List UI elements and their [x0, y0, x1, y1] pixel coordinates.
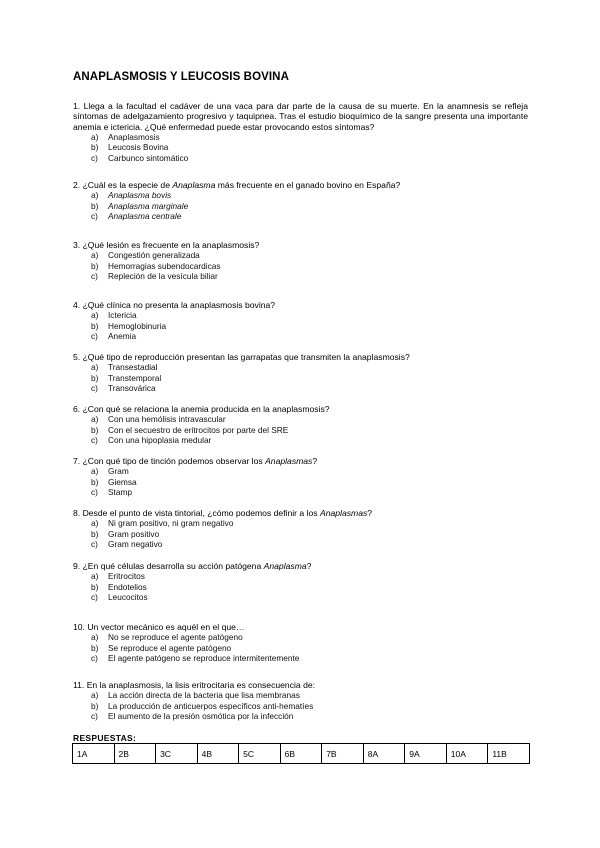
question-body-after: ?: [367, 508, 373, 518]
question-body: En la anaplasmosis, la lisis eritrocitaria es consecuencia de:: [86, 680, 316, 690]
answer-cell: 8A: [363, 744, 405, 764]
page-title: ANAPLASMOSIS Y LEUCOSIS BOVINA: [73, 71, 289, 83]
option-letter: a): [91, 632, 99, 643]
option-text: Transovárica: [108, 383, 156, 394]
answer-cell: 5C: [239, 744, 281, 764]
option-text: Anaplasma centrale: [108, 211, 182, 222]
option-a: [73, 190, 528, 201]
option-a: [73, 414, 528, 425]
option-text: Con una hipoplasia medular: [108, 435, 212, 446]
answers-label: RESPUESTAS:: [73, 733, 137, 743]
question-body: ¿Qué tipo de reproducción presentan las garrapatas que transmiten la anaplasmosis?: [82, 352, 410, 362]
option-a: [73, 632, 528, 643]
question-body-after: ?: [306, 561, 312, 571]
option-text: Con una hemólisis intravascular: [108, 414, 226, 425]
question-body: Un vector mecánico es aquél en el que…: [87, 622, 245, 632]
option-b: [73, 321, 528, 332]
question-body-italic: Anaplasmas: [319, 508, 368, 518]
option-c: [73, 539, 528, 550]
option-text: Ictericia: [108, 310, 137, 321]
option-text: Anemia: [108, 331, 137, 342]
option-letter: b): [91, 581, 99, 592]
option-letter: c): [91, 331, 98, 342]
answers-row: [73, 744, 530, 764]
question-body-italic: Anaplasmas: [265, 456, 313, 466]
option-letter: c): [91, 711, 98, 722]
option-letter: b): [91, 260, 99, 271]
answer-cell: 10A: [446, 744, 488, 764]
option-text: Anaplasma marginale: [108, 200, 189, 211]
option-b: [73, 425, 528, 436]
question-body-before: Desde el punto de vista tintorial, ¿cómo podemos definir a los: [82, 508, 318, 518]
question-body-italic: Anaplasma: [172, 180, 216, 190]
option-letter: a): [91, 131, 99, 142]
question-body-before: ¿Con qué tipo de tinción podemos observar los: [82, 456, 263, 466]
option-letter: a): [91, 362, 99, 373]
option-b: [73, 201, 528, 212]
question-number: 7.: [73, 456, 81, 466]
option-letter: a): [91, 571, 99, 582]
answer-cell: 6B: [280, 744, 322, 764]
option-letter: c): [91, 487, 98, 498]
question-text: [73, 352, 528, 362]
option-letter: c): [91, 592, 98, 603]
answers-table: [72, 743, 530, 764]
question-number: 4.: [73, 300, 81, 310]
question-text: [73, 101, 528, 132]
option-letter: c): [91, 211, 98, 222]
option-text: Ni gram positivo, ni gram negativo: [108, 518, 234, 529]
option-letter: a): [91, 310, 99, 321]
option-letter: b): [91, 372, 99, 383]
question-number: 11.: [73, 680, 85, 690]
answer-cell: 3C: [156, 744, 198, 764]
option-letter: c): [91, 383, 98, 394]
answer-cell: 11B: [488, 744, 530, 764]
option-b: [73, 373, 528, 384]
option-text: La acción directa de la bacteria que lisa membranas: [108, 690, 300, 701]
options-list: [73, 250, 528, 282]
option-c: [73, 153, 528, 164]
option-c: [73, 653, 528, 664]
option-text: El agente patógeno se reproduce intermitentemente: [108, 653, 300, 664]
option-letter: a): [91, 690, 99, 701]
option-letter: b): [91, 142, 99, 153]
question-body-before: ¿Cuál es la especie de: [82, 180, 170, 190]
option-letter: b): [91, 476, 99, 487]
option-c: [73, 271, 528, 282]
option-text: Giemsa: [108, 476, 137, 487]
question-5: [73, 352, 528, 394]
question-text: [73, 622, 528, 632]
question-7: [73, 456, 528, 498]
option-text: El aumento de la presión osmótica por la infección: [108, 711, 294, 722]
option-a: [73, 310, 528, 321]
option-letter: a): [91, 518, 99, 529]
question-9: [73, 561, 528, 603]
option-text: Hemorragias subendocardicas: [108, 260, 221, 271]
question-number: 9.: [73, 561, 81, 571]
question-number: 6.: [73, 404, 81, 414]
option-a: [73, 466, 528, 477]
option-c: [73, 383, 528, 394]
options-list: [73, 632, 528, 664]
option-letter: c): [91, 271, 98, 282]
question-body: ¿Qué lesión es frecuente en la anaplasmosis?: [82, 240, 260, 250]
option-c: [73, 487, 528, 498]
question-text: [73, 561, 528, 571]
option-a: [73, 690, 528, 701]
question-number: 8.: [73, 508, 81, 518]
options-list: [73, 466, 528, 498]
question-body: Llega a la facultad el cadáver de una vaca para dar parte de la causa de su muerte. En la anamnesis se refleja síntomas de adelgazamiento progresivo y taquipnea. Tras el estudio bioquímico de la sangre presenta una importante anemia e ictericia. ¿Qué enfermedad puede estar provocando estos síntomas?: [73, 101, 528, 132]
option-text: La producción de anticuerpos específicos anti-hematíes: [108, 700, 314, 711]
option-b: [73, 701, 528, 712]
option-letter: b): [91, 320, 99, 331]
option-a: [73, 250, 528, 261]
question-1: [73, 101, 528, 164]
option-text: Gram negativo: [108, 539, 163, 550]
option-text: Carbunco sintomático: [108, 153, 189, 164]
answer-cell: 4B: [197, 744, 239, 764]
option-letter: b): [91, 424, 99, 435]
option-c: [73, 711, 528, 722]
answer-cell: 9A: [405, 744, 447, 764]
option-text: Anaplasmosis: [108, 131, 160, 142]
question-number: 3.: [73, 240, 81, 250]
question-6: [73, 404, 528, 446]
question-text: [73, 180, 528, 190]
question-body-italic: Anaplasma: [263, 561, 307, 571]
option-text: Se reproduce el agente patógeno: [108, 642, 232, 653]
question-text: [73, 680, 528, 690]
option-c: [73, 435, 528, 446]
options-list: [73, 132, 528, 164]
option-text: Transestadial: [108, 362, 158, 373]
question-4: [73, 300, 528, 342]
question-body: ¿Con qué se relaciona la anemia producida en la anaplasmosis?: [82, 404, 330, 414]
question-3: [73, 240, 528, 282]
option-text: Anaplasma bovis: [108, 190, 172, 201]
question-number: 10.: [73, 622, 85, 632]
option-text: Hemoglobinuria: [108, 320, 167, 331]
question-8: [73, 508, 528, 550]
option-letter: c): [91, 435, 98, 446]
option-b: [73, 643, 528, 654]
answer-cell: 2B: [114, 744, 156, 764]
option-text: Leucosis Bovina: [108, 142, 169, 153]
option-letter: c): [91, 153, 98, 164]
options-list: [73, 362, 528, 394]
question-2: [73, 180, 528, 222]
question-body: ¿Qué clínica no presenta la anaplasmosis bovina?: [82, 300, 276, 310]
option-letter: b): [91, 700, 99, 711]
option-text: Congestión generalizada: [108, 250, 200, 261]
question-10: [73, 622, 528, 664]
question-number: 2.: [73, 180, 81, 190]
option-text: Gram: [108, 466, 129, 477]
option-letter: a): [91, 190, 99, 201]
option-text: No se reproduce el agente patógeno: [108, 632, 243, 643]
options-list: [73, 518, 528, 550]
option-letter: a): [91, 250, 99, 261]
options-list: [73, 190, 528, 222]
option-letter: c): [91, 539, 98, 550]
option-letter: a): [91, 414, 99, 425]
question-text: [73, 240, 528, 250]
question-body-after: ?: [312, 456, 318, 466]
option-b: [73, 477, 528, 488]
options-list: [73, 310, 528, 342]
option-letter: b): [91, 528, 99, 539]
option-b: [73, 142, 528, 153]
option-text: Endotelios: [108, 581, 147, 592]
option-a: [73, 132, 528, 143]
option-a: [73, 571, 528, 582]
option-text: Eritrocitos: [108, 571, 145, 582]
option-b: [73, 582, 528, 593]
option-text: Leucocitos: [108, 592, 148, 603]
question-body-before: ¿En qué células desarrolla su acción patógena: [82, 561, 262, 571]
option-a: [73, 362, 528, 373]
option-a: [73, 518, 528, 529]
options-list: [73, 690, 528, 722]
option-c: [73, 211, 528, 222]
option-b: [73, 529, 528, 540]
option-text: Transtemporal: [108, 372, 162, 383]
option-letter: b): [91, 200, 99, 211]
options-list: [73, 414, 528, 446]
option-text: Repleción de la vesícula biliar: [108, 271, 218, 282]
question-text: [73, 300, 528, 310]
option-letter: b): [91, 642, 99, 653]
question-text: [73, 404, 528, 414]
question-number: 1.: [73, 101, 81, 111]
option-text: Con el secuestro de eritrocitos por parte del SRE: [108, 424, 289, 435]
answer-cell: 1A: [73, 744, 115, 764]
option-text: Gram positivo: [108, 528, 160, 539]
option-letter: c): [91, 653, 98, 664]
question-number: 5.: [73, 352, 81, 362]
option-c: [73, 331, 528, 342]
question-body-after: más frecuente en el ganado bovino en España?: [217, 180, 401, 190]
question-11: [73, 680, 528, 722]
question-text: [73, 508, 528, 518]
option-letter: a): [91, 466, 99, 477]
option-c: [73, 592, 528, 603]
option-b: [73, 261, 528, 272]
option-text: Stamp: [108, 487, 132, 498]
answer-cell: 7B: [322, 744, 364, 764]
question-text: [73, 456, 528, 466]
options-list: [73, 571, 528, 603]
